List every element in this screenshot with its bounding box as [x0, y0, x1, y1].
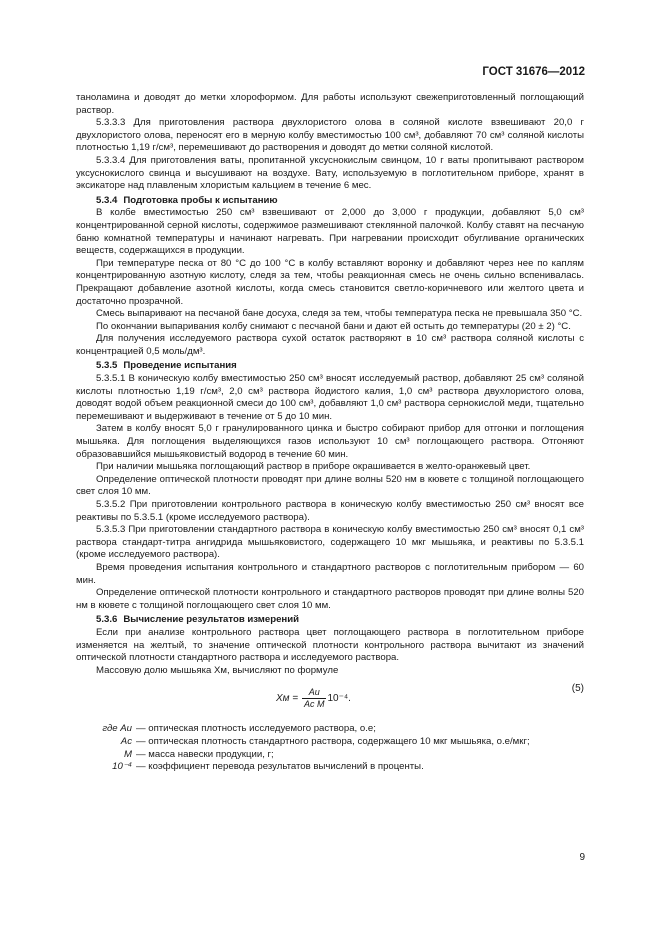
paragraph-5-3-5-1: 5.3.5.1 В коническую колбу вместимостью 250 см³ вносят исследуемый раствор, добавляют 25 см³ соляной кислоты плотностью 1,19 г/см³, 2,0 см³ раствора йодистого калия, 1,0 см³ раствора двухлористого олова, доводят водой объем реакционной смеси до 100 см³, добавляют 1,0 см³ раствора сернокислой меди, тщательно перемешивают и выдерживают в течение от 5 до 10 мин.: [76, 373, 584, 422]
formula-fraction: [302, 687, 327, 710]
formula-lhs: Xм =: [276, 693, 299, 705]
paragraph: таноламина и доводят до метки хлороформом. Для работы используют свежеприготовленный поглощающий раствор.: [76, 92, 584, 116]
paragraph: Если при анализе контрольного раствора цвет поглощающего раствора в поглотительном приборе изменяется на желтый, то значение оптической плотности контрольного раствора вычитают из значений оптической плотности стандартного раствора и исследуемого раствора.: [76, 626, 584, 664]
formula-numerator: Aи: [302, 687, 327, 699]
paragraph: Смесь выпаривают на песчаной бане досуха, следя за тем, чтобы температура песка не превышала 350 °С.: [96, 308, 583, 320]
section-heading-5-3-6: [76, 614, 584, 627]
page-number: 9: [579, 852, 585, 863]
definition-symbol: где Aи: [102, 723, 132, 735]
paragraph-5-3-5-2: 5.3.5.2 При приготовлении контрольного раствора в коническую колбу вместимостью 250 см³ вносят все реактивы по 5.3.5.1 (кроме исследуемого раствора).: [76, 499, 584, 523]
definition-text: — коэффициент перевода результатов вычислений в проценты.: [136, 761, 424, 773]
section-number: 5.3.4: [96, 194, 118, 206]
definition-item: [76, 761, 584, 774]
section-number: 5.3.5: [96, 360, 118, 372]
formula-5: [76, 679, 584, 719]
paragraph: Время проведения испытания контрольного и стандартного растворов с поглотительным прибором — 60 мин.: [76, 561, 584, 586]
section-title: Вычисление результатов измерений: [123, 614, 300, 626]
definition-symbol: Aс: [120, 735, 132, 747]
formula-number: (5): [571, 683, 584, 695]
definition-text: — оптическая плотность стандартного раствора, содержащего 10 мкг мышьяка, о.е/мкг;: [136, 735, 530, 747]
paragraph: Определение оптической плотности контрольного и стандартного растворов проводят при длине волны 520 нм в кювете с толщиной поглощающего свет слоя 10 мм.: [76, 587, 584, 611]
definition-symbol: M: [124, 748, 132, 760]
section-title: Подготовка пробы к испытанию: [123, 194, 278, 206]
definition-item: [76, 749, 584, 762]
formula-tail: 10⁻⁴.: [327, 693, 351, 705]
paragraph-5-3-3-4: 5.3.3.4 Для приготовления ваты, пропитанной уксуснокислым свинцом, 10 г ваты пропитывают раствором уксуснокислого свинца и высушивают на воздухе. Вату, используемую в поглотительном приборе, хранят в эксикаторе над плавленым хлористым кальцием в течение 6 мес.: [76, 154, 584, 192]
paragraph: Затем в колбу вносят 5,0 г гранулированного цинка и быстро собирают прибор для отгонки и поглощения мышьяка. Для поглощения выделяющихся газов используют 10 см³ поглощающего раствора. Отгоняют образовавшийся мышьяковистый водород в течение 60 мин.: [76, 423, 584, 460]
paragraph: Для получения исследуемого раствора сухой остаток растворяют в 10 см³ раствора соляной кислоты с концентрацией 0,5 моль/дм³.: [76, 333, 584, 357]
formula-body: [276, 687, 351, 710]
document-code: ГОСТ 31676—2012: [482, 66, 585, 78]
definition-text: — масса навески продукции, г;: [136, 748, 274, 760]
document-body: [76, 92, 584, 774]
section-title: Проведение испытания: [123, 360, 237, 372]
definitions-list: [76, 723, 584, 773]
paragraph: По окончании выпаривания колбу снимают с песчаной бани и дают ей остыть до температуры (20 ± 2) °С.: [96, 320, 571, 332]
section-heading-5-3-4: [76, 195, 584, 208]
paragraph: Определение оптической плотности проводят при длине волны 520 нм в кювете с толщиной поглощающего свет слоя 10 мм.: [76, 473, 584, 498]
definition-item: [76, 723, 584, 736]
paragraph-5-3-5-3: 5.3.5.3 При приготовлении стандартного раствора в коническую колбу вместимостью 250 см³ вносят 0,1 см³ раствора стандарт-титра ангидрида мышьяковистого, содержащего 10 мкг мышьяка, и реактивы по 5.3.5.1 (кроме исследуемого раствора).: [76, 524, 584, 561]
paragraph: При наличии мышьяка поглощающий раствор в приборе окрашивается в желто-оранжевый цвет.: [96, 461, 531, 473]
paragraph: Массовую долю мышьяка Xм, вычисляют по формуле: [96, 664, 339, 676]
section-heading-5-3-5: [76, 360, 584, 373]
paragraph: В колбе вместимостью 250 см³ взвешивают от 2,000 до 3,000 г продукции, добавляют 5,0 см³ концентрированной серной кислоты, содержимое размешивают стеклянной палочкой. Колбу ставят на песчаную баню комнатной температуры и начинают нагревать. При нагревании происходит обугливание органических веществ, содержащихся в продукции.: [76, 207, 584, 257]
definition-text: — оптическая плотность исследуемого раствора, о.е;: [136, 723, 376, 735]
formula-denominator: Aс M: [303, 699, 325, 710]
paragraph-5-3-3-3: 5.3.3.3 Для приготовления раствора двухлористого олова в соляной кислоте взвешивают 20,0 г двухлористого олова, переносят его в мерную колбу вместимостью 100 см³, добавляют 70 см³ соляной кислоты плотностью 1,19 г/см³, перемешивают до растворения и доводят до метки соляной кислотой.: [76, 117, 584, 154]
section-number: 5.3.6: [96, 614, 118, 626]
paragraph: При температуре песка от 80 °С до 100 °С в колбу вставляют воронку и добавляют через нее по каплям концентрированную азотную кислоту, следя за тем, чтобы реакционная смесь не очень сильно вспенивалась. Прекращают добавление азотной кислоты, когда смесь становится светло-коричневого или желтого цвета и достаточно прозрачной.: [76, 257, 584, 307]
definition-symbol: 10⁻⁴: [112, 761, 132, 773]
definition-item: [76, 736, 584, 749]
